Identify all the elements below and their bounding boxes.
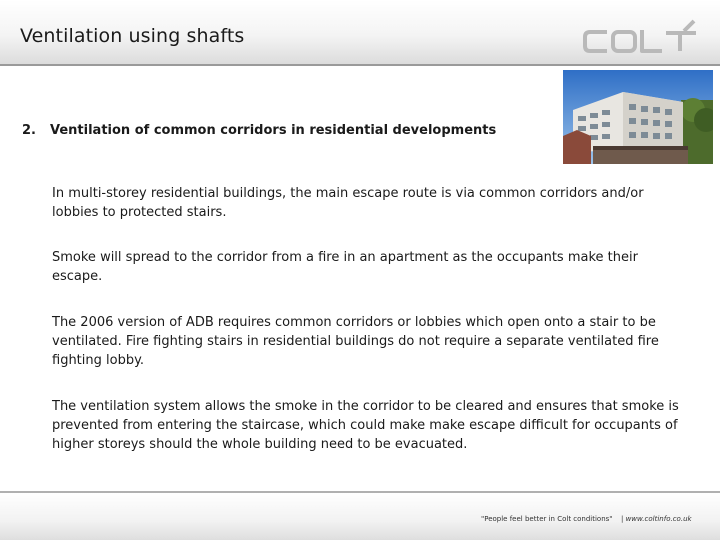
paragraph-ventilation-system: The ventilation system allows the smoke in the corridor to be cleared and ensures that smoke is prevented from entering the staircase, which could make make escape difficult for occupants of higher storeys should the whole building need to be evacuated. (52, 399, 679, 452)
section-number: 2. (22, 123, 36, 138)
colt-logo (580, 18, 700, 56)
paragraph-smoke-spread: Smoke will spread to the corridor from a fire in an apartment as the occupants make their escape. (52, 250, 638, 284)
colt-logo-mark (585, 21, 696, 51)
paragraph-adb-requirements: The 2006 version of ADB requires common corridors or lobbies which open onto a stair to be ventilated. Fire fighting stairs in residential buildings do not require a separate ventilated fire fighting lobby. (52, 315, 659, 368)
slide-title: Ventilation using shafts (20, 25, 245, 47)
footer-tagline: "People feel better in Colt conditions" (481, 515, 613, 523)
section-heading: Ventilation of common corridors in residential developments (50, 123, 497, 138)
header-divider (0, 64, 720, 66)
paragraph-escape-route: In multi-storey residential buildings, the main escape route is via common corridors and/or lobbies to protected stairs. (52, 186, 644, 220)
residential-building-photo (563, 70, 713, 164)
footer-url[interactable]: | www.coltinfo.co.uk (621, 515, 692, 523)
